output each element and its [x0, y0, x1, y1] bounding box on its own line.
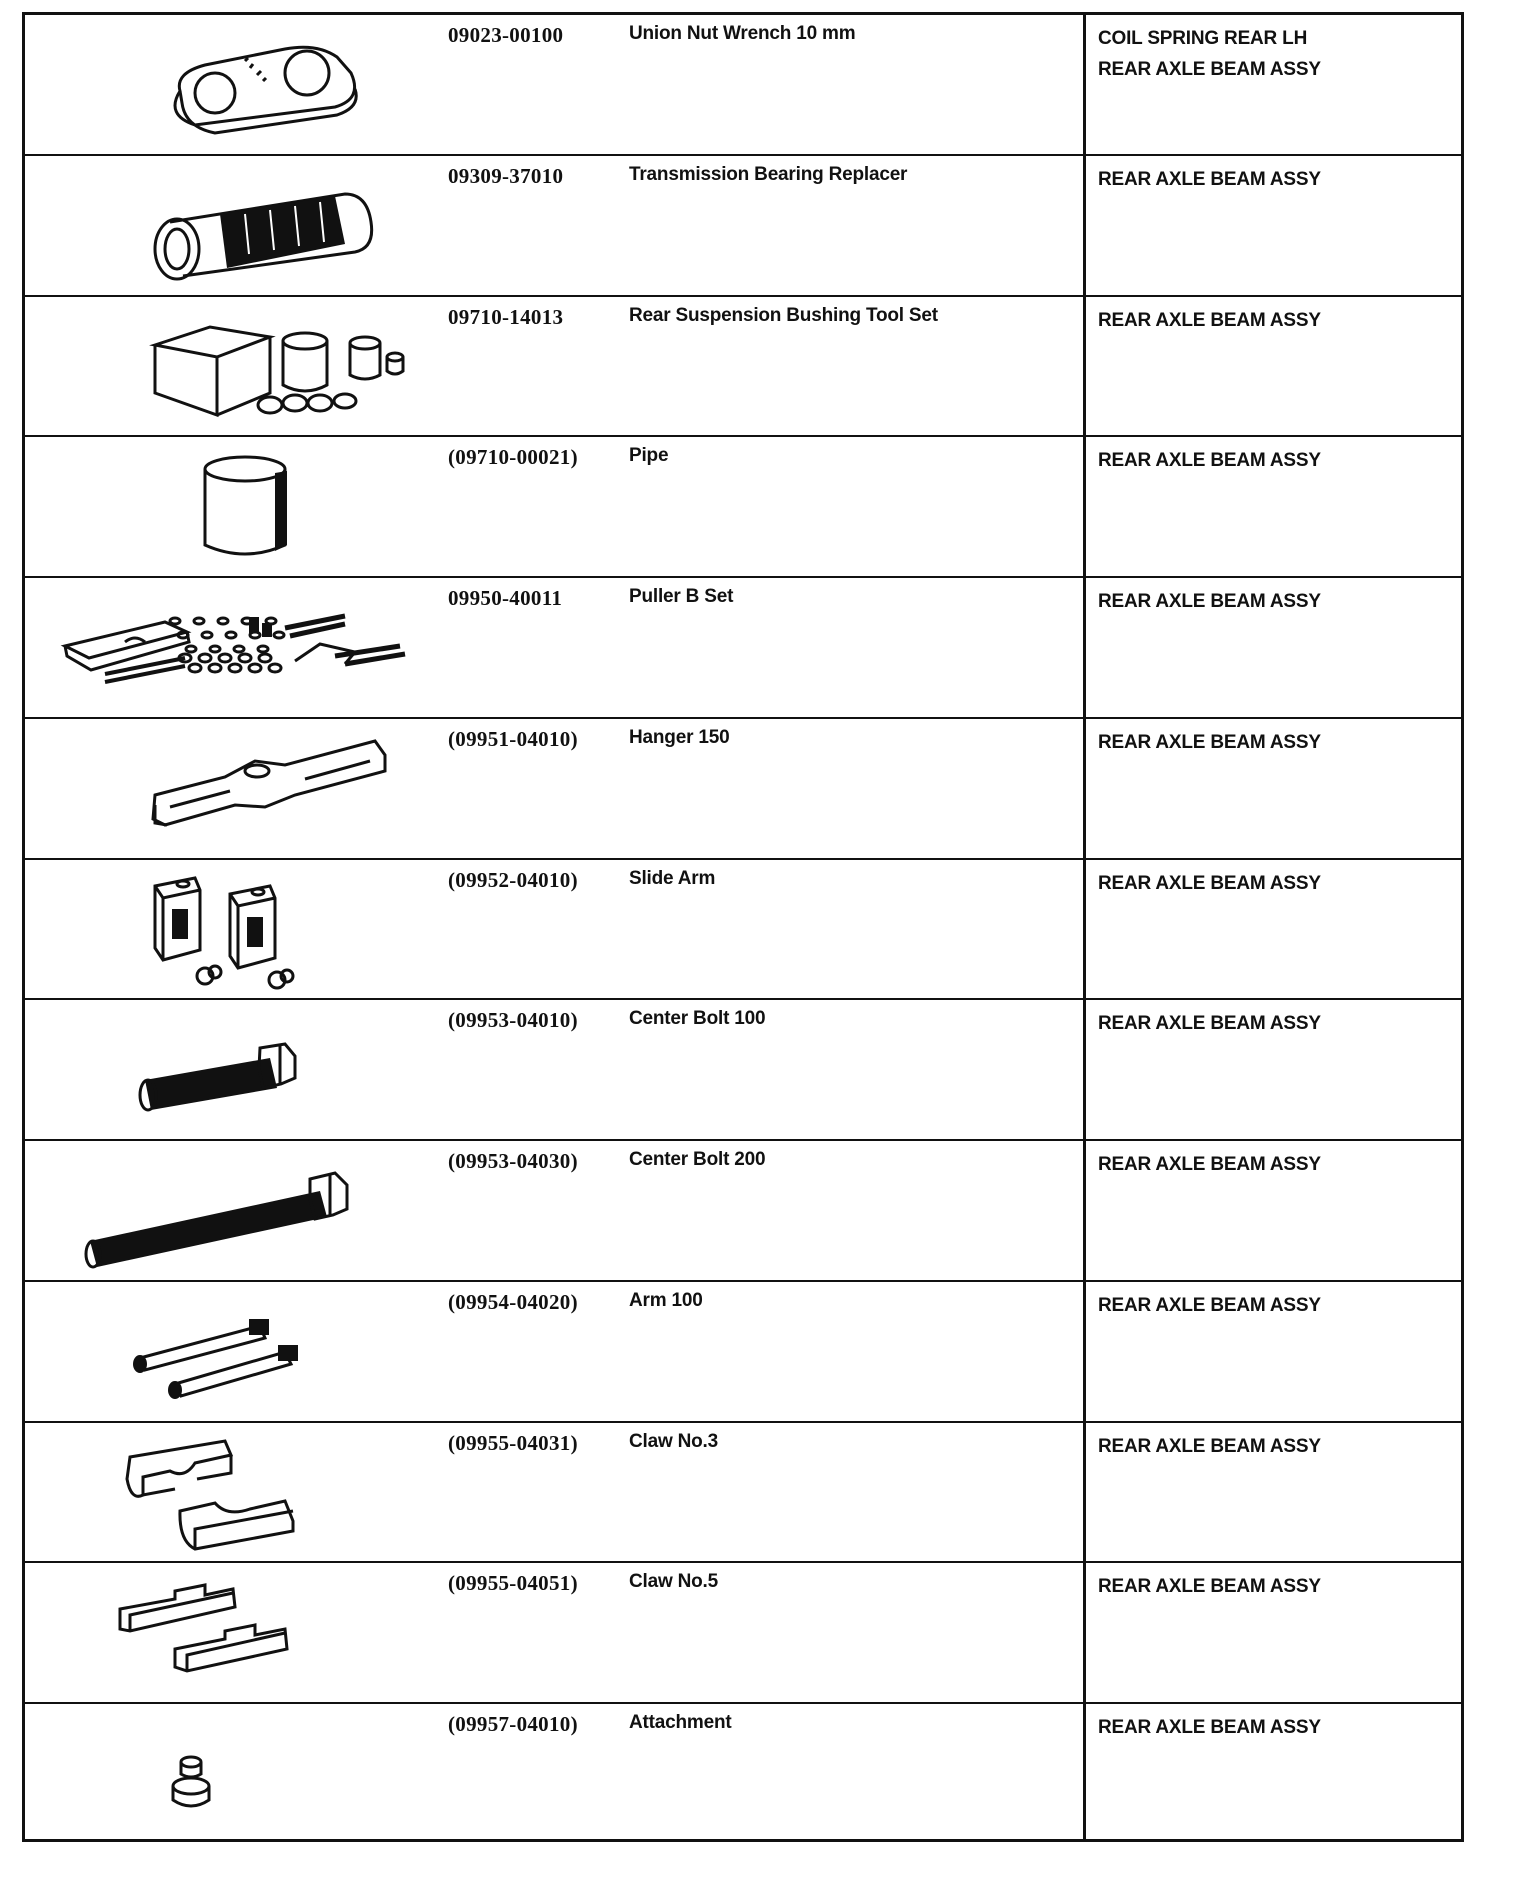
tool-use [1098, 445, 1321, 476]
tool-name: Pipe [629, 445, 669, 467]
part-number: (09953-04030) [448, 1149, 578, 1174]
use-item: REAR AXLE BEAM ASSY [1098, 168, 1321, 190]
hanger-icon [45, 727, 445, 851]
tool-name: Claw No.3 [629, 1430, 718, 1452]
tool-use [1098, 1712, 1321, 1743]
use-item: REAR AXLE BEAM ASSY [1098, 1717, 1321, 1739]
use-item: REAR AXLE BEAM ASSY [1098, 1294, 1321, 1316]
use-item: REAR AXLE BEAM ASSY [1098, 59, 1321, 80]
use-item: REAR AXLE BEAM ASSY [1098, 591, 1321, 613]
tool-name: Slide Arm [629, 867, 716, 889]
tool-name: Puller B Set [629, 586, 734, 608]
pipe-icon [45, 445, 445, 569]
tool-row [25, 297, 1461, 438]
tool-use [1098, 586, 1321, 617]
use-item: REAR AXLE BEAM ASSY [1098, 309, 1321, 331]
puller-set-icon [45, 586, 445, 710]
tool-row [25, 719, 1461, 860]
part-number: (09955-04031) [448, 1430, 578, 1455]
attachment-icon [45, 1712, 445, 1836]
tool-row [25, 156, 1461, 297]
bearing-replacer-icon [45, 164, 445, 288]
use-item: REAR AXLE BEAM ASSY [1098, 1154, 1321, 1176]
tool-name: Attachment [629, 1712, 732, 1734]
part-number: 09309-37010 [448, 163, 564, 188]
center-bolt-long-icon [45, 1149, 445, 1273]
tool-row [25, 15, 1461, 156]
tool-name: Union Nut Wrench 10 mm [629, 23, 856, 44]
part-number: (09710-00021) [448, 445, 578, 470]
tool-use [1098, 1149, 1321, 1180]
tool-row [25, 1563, 1461, 1704]
use-item: COIL SPRING REAR LH [1098, 28, 1308, 49]
tool-name: Hanger 150 [629, 726, 730, 748]
tool-use [1098, 1431, 1321, 1462]
claw-no3-icon [45, 1431, 445, 1555]
use-item: REAR AXLE BEAM ASSY [1098, 450, 1321, 472]
claw-no5-icon [45, 1571, 445, 1695]
tool-use [1098, 1008, 1321, 1039]
tool-row [25, 1000, 1461, 1141]
tool-use [1098, 868, 1321, 899]
arm-icon [45, 1290, 445, 1414]
use-item: REAR AXLE BEAM ASSY [1098, 1013, 1321, 1035]
tool-row [25, 578, 1461, 719]
part-number: (09955-04051) [448, 1571, 578, 1596]
tool-row [25, 1282, 1461, 1423]
tool-use [1098, 1290, 1321, 1321]
part-number: (09954-04020) [448, 1289, 578, 1314]
use-item: REAR AXLE BEAM ASSY [1098, 872, 1321, 894]
tool-name: Center Bolt 100 [629, 1008, 766, 1030]
use-item: REAR AXLE BEAM ASSY [1098, 731, 1321, 753]
part-number: (09957-04010) [448, 1712, 578, 1737]
use-item: REAR AXLE BEAM ASSY [1098, 1435, 1321, 1457]
tool-row [25, 860, 1461, 1001]
tool-name: Rear Suspension Bushing Tool Set [629, 304, 938, 326]
special-tools-table [22, 12, 1464, 1842]
tool-use [1098, 1571, 1321, 1602]
union-nut-wrench-icon [45, 23, 445, 147]
part-number: (09952-04010) [448, 867, 578, 892]
tool-name: Arm 100 [629, 1289, 703, 1311]
tool-row [25, 1704, 1461, 1845]
bushing-tool-set-icon [45, 305, 445, 429]
tool-name: Transmission Bearing Replacer [629, 163, 908, 185]
tool-row [25, 437, 1461, 578]
center-bolt-short-icon [45, 1008, 445, 1132]
tool-use [1098, 305, 1321, 336]
column-divider [1083, 15, 1086, 1839]
tool-use [1098, 727, 1321, 758]
tool-name: Center Bolt 200 [629, 1149, 766, 1171]
use-item: REAR AXLE BEAM ASSY [1098, 1576, 1321, 1598]
tool-use [1098, 23, 1321, 85]
slide-arm-icon [45, 868, 445, 992]
part-number: (09951-04010) [448, 726, 578, 751]
tool-use [1098, 164, 1321, 195]
tool-row [25, 1423, 1461, 1564]
part-number: 09023-00100 [448, 23, 564, 47]
part-number: (09953-04010) [448, 1008, 578, 1033]
tool-row [25, 1141, 1461, 1282]
tool-name: Claw No.5 [629, 1571, 718, 1593]
part-number: 09710-14013 [448, 304, 564, 329]
part-number: 09950-40011 [448, 586, 563, 611]
